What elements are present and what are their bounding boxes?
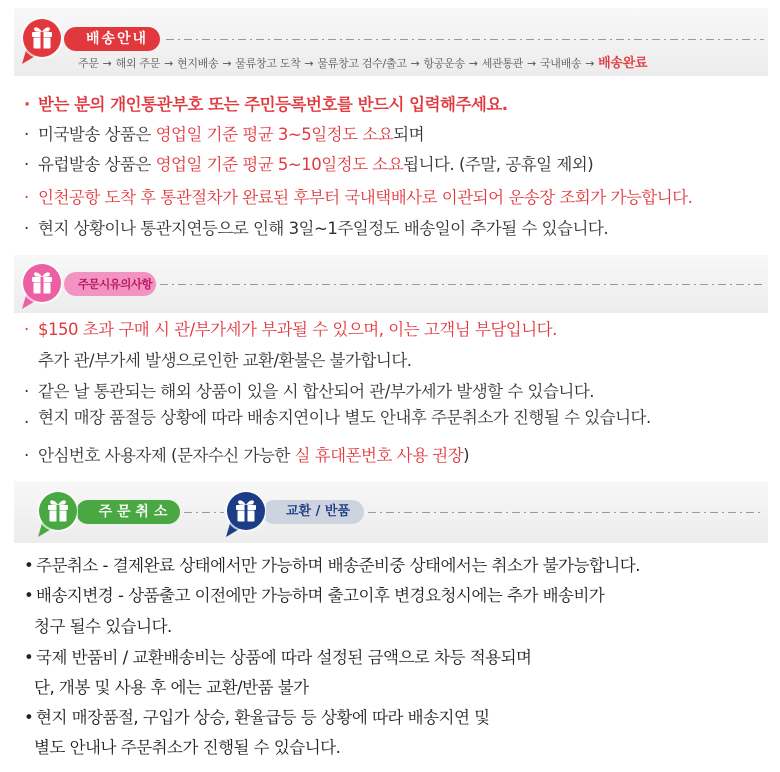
notice-highlight: 받는 분의 개인통관부호 또는 주민등록번호를 반드시 입력해주세요. bbox=[38, 95, 508, 114]
caution-text: 같은 날 통관되는 해외 상품이 있을 시 합산되어 관/부가세가 발생할 수 있습니다. bbox=[38, 382, 595, 401]
notice-highlight: 영업일 기준 평균 5~10일정도 소요 bbox=[155, 155, 404, 174]
gift-icon bbox=[222, 489, 266, 541]
policy-text: 현지 매장품절, 구입가 상승, 환율급등 등 상황에 따라 배송지연 및 bbox=[36, 708, 490, 727]
policy-text: 주문취소 - 결제완료 상태에서만 가능하며 배송준비중 상태에서는 취소가 불가능합니다. bbox=[36, 556, 640, 575]
order-caution-title: 주문시유의사항 bbox=[64, 272, 156, 296]
exchange-return-title: 교환 / 반품 bbox=[262, 500, 364, 524]
notice-text: 유럽발송 상품은 bbox=[38, 155, 156, 174]
bullet: · bbox=[24, 95, 30, 114]
notice-text: 됩니다. (주말, 공휴일 제외) bbox=[403, 155, 594, 174]
flow-step: 주문 bbox=[78, 57, 99, 70]
policy-text: 별도 안내나 주문취소가 진행될 수 있습니다. bbox=[34, 738, 341, 757]
flow-step: 해외 주문 bbox=[115, 57, 161, 70]
caution-line bbox=[24, 381, 774, 403]
policy-text: 국제 반품비 / 교환배송비는 상품에 따라 설정된 금액으로 차등 적용되며 bbox=[36, 648, 532, 667]
bullet: • bbox=[24, 708, 34, 727]
policy-text: 배송지변경 - 상품출고 이전에만 가능하며 출고이후 변경요청시에는 추가 배송비가 bbox=[36, 586, 605, 605]
notice-text: 미국발송 상품은 bbox=[38, 125, 156, 144]
bullet: · bbox=[24, 446, 29, 465]
notice-text: 현지 상황이나 통관지연등으로 인해 3일~1주일정도 배송일이 추가될 수 있습니다. bbox=[38, 219, 609, 238]
flow-step: 현지배송 bbox=[177, 57, 219, 70]
gift-icon bbox=[18, 16, 62, 68]
flow-step-final: 배송완료 bbox=[598, 56, 648, 71]
flow-step: 물류창고 검수/출고 bbox=[317, 57, 407, 70]
flow-arrow: → bbox=[527, 57, 536, 70]
policy-line bbox=[24, 647, 774, 669]
notice-line bbox=[24, 187, 774, 209]
flow-arrow: → bbox=[164, 57, 174, 70]
flow-arrow: → bbox=[222, 57, 232, 70]
caution-line bbox=[24, 445, 774, 467]
caution-highlight: $150 초과 구매 시 관/부가세가 부과될 수 있으며, 이는 고객님 부담입니다. bbox=[38, 320, 557, 339]
notice-line bbox=[24, 124, 774, 146]
policy-text: 청구 될수 있습니다. bbox=[34, 617, 172, 636]
notice-line bbox=[24, 218, 774, 240]
flow-arrow: → bbox=[468, 57, 478, 70]
dashed-divider bbox=[184, 512, 224, 513]
dashed-divider bbox=[166, 39, 764, 40]
cancel-return-header bbox=[14, 481, 768, 543]
bullet: · bbox=[24, 382, 29, 401]
dashed-divider bbox=[368, 512, 764, 513]
flow-step: 항공운송 bbox=[423, 57, 465, 70]
gift-icon bbox=[34, 489, 78, 541]
shipping-guide-header bbox=[14, 8, 768, 76]
notice-highlight: 인천공항 도착 후 통관절차가 완료된 후부터 국내택배사로 이관되어 운송장 조회가 가능합니다. bbox=[38, 188, 693, 207]
caution-text: 현지 매장 품절등 상황에 따라 배송지연이나 별도 안내후 주문취소가 진행될 수 있습니다. bbox=[38, 408, 651, 427]
flow-arrow: → bbox=[585, 57, 595, 70]
bullet: · bbox=[24, 219, 29, 238]
bullet: • bbox=[24, 586, 34, 605]
policy-line bbox=[24, 555, 774, 577]
dashed-divider bbox=[160, 284, 764, 285]
caution-text: 안심번호 사용자제 (문자수신 가능한 bbox=[38, 446, 295, 465]
order-cancel-title: 주 문 취 소 bbox=[76, 500, 180, 524]
policy-line bbox=[24, 585, 774, 607]
caution-line bbox=[24, 407, 774, 429]
order-caution-header bbox=[14, 255, 768, 313]
caution-highlight: 실 휴대폰번호 사용 권장 bbox=[294, 446, 464, 465]
policy-line bbox=[34, 616, 780, 638]
bullet: · bbox=[24, 155, 29, 174]
policy-line bbox=[34, 737, 780, 759]
flow-arrow: → bbox=[304, 57, 314, 70]
flow-step: 세관통관 bbox=[481, 57, 524, 70]
caution-text: ) bbox=[463, 446, 470, 465]
caution-line bbox=[38, 350, 780, 372]
flow-step: 국내배송 bbox=[539, 57, 582, 70]
policy-line bbox=[24, 707, 774, 729]
gift-icon bbox=[18, 261, 62, 313]
bullet: · bbox=[24, 188, 29, 207]
flow-arrow: → bbox=[102, 57, 112, 70]
policy-line bbox=[34, 677, 780, 699]
notice-highlight: 영업일 기준 평균 3~5일정도 소요 bbox=[155, 125, 394, 144]
bullet: . bbox=[24, 408, 29, 427]
flow-step: 물류창고 도착 bbox=[235, 57, 301, 70]
notice-line bbox=[24, 94, 774, 116]
notice-text: 되며 bbox=[393, 125, 425, 144]
bullet: · bbox=[24, 320, 29, 339]
bullet: • bbox=[24, 556, 34, 575]
caution-text: 추가 관/부가세 발생으로인한 교환/환불은 불가합니다. bbox=[38, 351, 412, 370]
shipping-process-flow bbox=[78, 57, 647, 71]
bullet: · bbox=[24, 125, 29, 144]
caution-line bbox=[24, 319, 774, 341]
policy-text: 단, 개봉 및 사용 후 에는 교환/반품 불가 bbox=[34, 678, 309, 697]
notice-line bbox=[24, 154, 774, 176]
shipping-guide-title: 배송안내 bbox=[64, 27, 160, 51]
bullet: • bbox=[24, 648, 34, 667]
flow-arrow: → bbox=[410, 57, 420, 70]
